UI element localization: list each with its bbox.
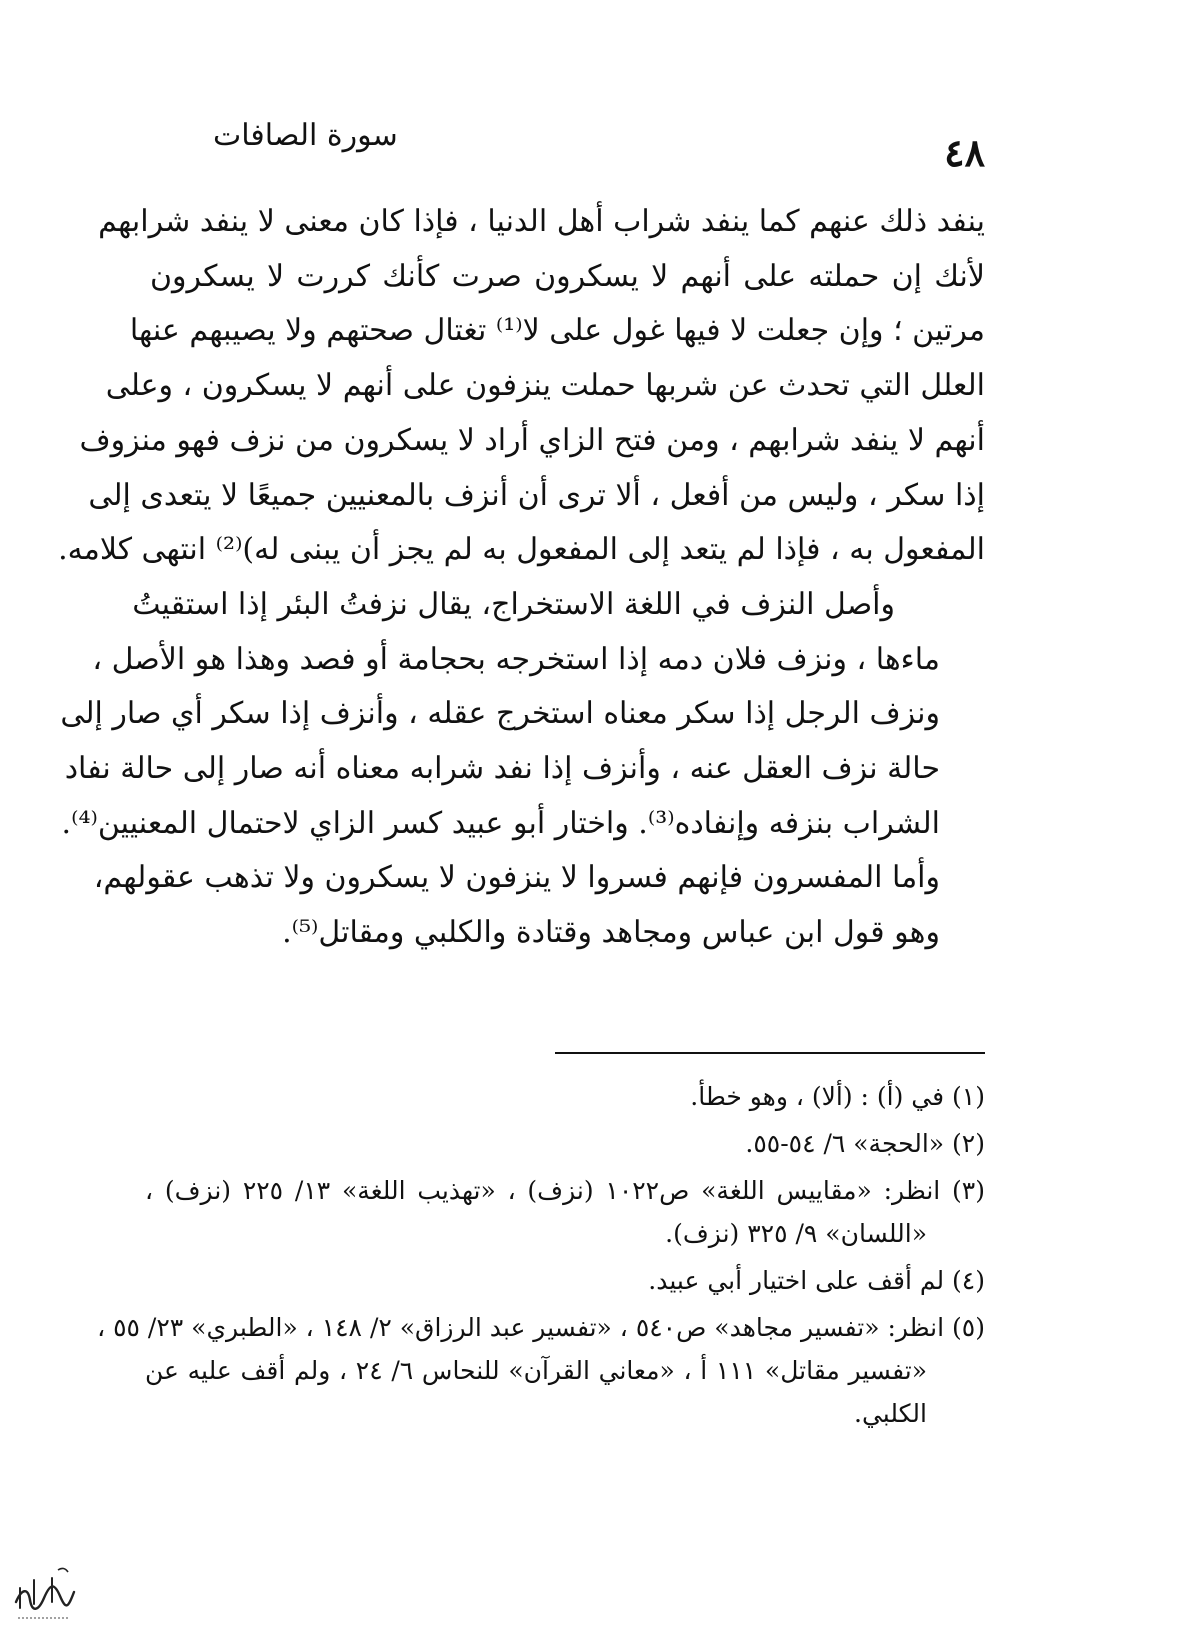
- text-line: وأما المفسرون فإنهم فسروا لا ينزفون لا يسكرون ولا تذهب عقولهم،: [93, 860, 940, 896]
- text-line: إذا سكر ، وليس من أفعل ، ألا ترى أن أنزف بالمعنيين جميعًا لا يتعدى إلى: [88, 477, 985, 513]
- page-number: ٤٨: [944, 130, 985, 175]
- publisher-logo-watermark: [8, 1558, 80, 1630]
- paragraph-2: [60, 578, 985, 961]
- footnote-4: [145, 1259, 985, 1302]
- footnote-text: (٢) «الحجة» ٦/ ٥٤-٥٥.: [745, 1129, 985, 1158]
- footnote-5: [97, 1306, 985, 1435]
- footnote-text: (٤) لم أقف على اختيار أبي عبيد.: [648, 1266, 985, 1295]
- text-line: أنهم لا ينفد شرابهم ، ومن فتح الزاي أراد لا يسكرون من نزف فهو منزوف: [79, 422, 985, 458]
- footnote-1: [145, 1075, 985, 1118]
- footnote-3: [145, 1169, 985, 1255]
- footnote-text: (٣) انظر: «مقاييس اللغة» ص١٠٢٢ (نزف) ، «تهذيب اللغة» ١٣/ ٢٢٥ (نزف) ،: [145, 1176, 985, 1205]
- footnote-separator: [555, 1052, 985, 1054]
- page-header: [195, 118, 985, 178]
- footnote-2: [145, 1122, 985, 1165]
- text-line: حالة نزف العقل عنه ، وأنزف إذا نفد شرابه معناه أنه صار إلى حالة نفاد: [64, 751, 940, 787]
- main-text: [58, 195, 985, 961]
- text-line: الشراب بنزفه وإنفاده⁽³⁾. واختار أبو عبيد كسر الزاي لاحتمال المعنيين⁽⁴⁾.: [61, 805, 940, 841]
- text-line: مرتين ؛ وإن جعلت لا فيها غول على لا⁽¹⁾ تغتال صحتهم ولا يصيبهم عنها: [129, 313, 985, 349]
- text-line: لأنك إن حملته على أنهم لا يسكرون صرت كأنك كررت لا يسكرون: [150, 258, 985, 294]
- text-line: ينفد ذلك عنهم كما ينفد شراب أهل الدنيا ، فإذا كان معنى لا ينفد شرابهم: [98, 204, 985, 239]
- footnote-text: «تفسير مقاتل» ١١١ أ ، «معاني القرآن» للنحاس ٦/ ٢٤ ، ولم أقف عليه عن: [145, 1356, 928, 1385]
- paragraph-1: [58, 195, 985, 578]
- text-line: ماءها ، ونزف فلان دمه إذا استخرجه بحجامة أو فصد وهذا هو الأصل ،: [92, 641, 940, 677]
- text-line: المفعول به ، فإذا لم يتعد إلى المفعول به لم يجز أن يبنى له)⁽²⁾ انتهى كلامه.: [58, 532, 985, 568]
- footnote-text: (١) في (أ) : (ألا) ، وهو خطأ.: [690, 1082, 985, 1111]
- text-line: وأصل النزف في اللغة الاستخراج، يقال نزفتُ البئر إذا استقيتُ: [132, 586, 895, 622]
- text-line: ونزف الرجل إذا سكر معناه استخرج عقله ، وأنزف إذا سكر أي صار إلى: [60, 696, 940, 732]
- footnote-text: (٥) انظر: «تفسير مجاهد» ص٥٤٠ ، «تفسير عبد الرزاق» ٢/ ١٤٨ ، «الطبري» ٢٣/ ٥٥ ،: [97, 1313, 985, 1342]
- footnote-text: «اللسان» ٩/ ٣٢٥ (نزف).: [665, 1219, 927, 1248]
- text-line: وهو قول ابن عباس ومجاهد وقتادة والكلبي ومقاتل⁽⁵⁾.: [282, 915, 940, 951]
- text-line: العلل التي تحدث عن شربها حملت ينزفون على أنهم لا يسكرون ، وعلى: [105, 368, 985, 404]
- footnote-text: الكلبي.: [854, 1399, 927, 1428]
- running-title: سورة الصافات: [213, 118, 398, 153]
- footnotes: [97, 1075, 985, 1439]
